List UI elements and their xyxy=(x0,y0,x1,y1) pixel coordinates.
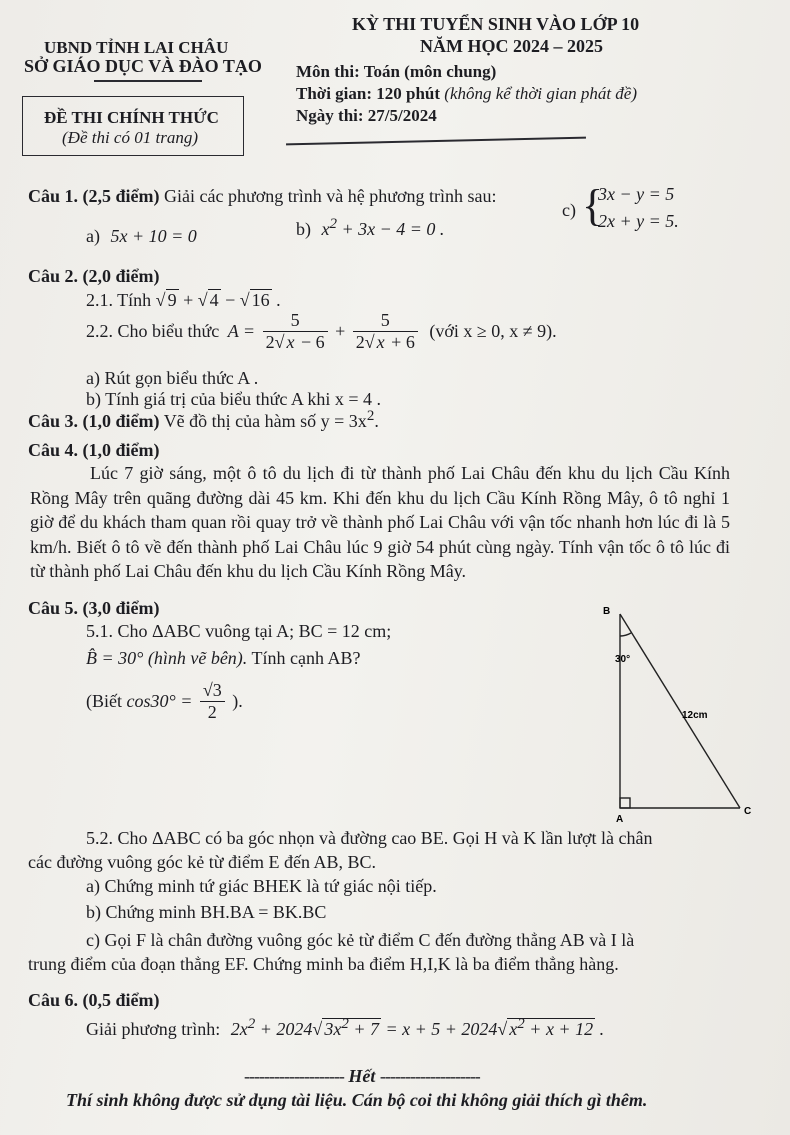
q6-prefix: Giải phương trình: xyxy=(86,1019,221,1039)
exam-subject: Môn thi: Toán (môn chung) xyxy=(296,62,497,81)
q5-figure-note: (hình vẽ bên). xyxy=(147,648,248,668)
q2-frac1-num: 5 xyxy=(263,310,328,332)
q1-a-label: a) xyxy=(86,226,100,246)
q5-hint-end: ). xyxy=(232,691,243,712)
label-c: C xyxy=(744,806,752,817)
q3-sup: 2 xyxy=(366,408,375,424)
q1-c-line2: 2x + y = 5. xyxy=(598,211,679,231)
department-name: UBND TỈNH LAI CHÂU xyxy=(44,38,229,57)
angle-30: 30° xyxy=(615,654,631,665)
q2-fraction-1 xyxy=(263,310,328,353)
q5-hint xyxy=(86,680,243,723)
q4-body: Lúc 7 giờ sáng, một ô tô du lịch đi từ thành phố Lai Châu đến khu du lịch Cầu Kính Rồng Mây trên quãng đường dài 45 km. Khi đến khu du lịch Cầu Kính Rồng Mây, ô tô nghỉ 1 giờ để du khách tham quan rồi quay trở về thành phố Lai Châu với vận tốc nhanh hơn lúc đi là 5 km/h. Biết ô tô về đến thành phố Lai Châu lúc 9 giờ 54 phút cùng ngày. Tính vận tốc ô tô lúc đi từ thành phố Lai Châu đến khu du lịch Cầu Kính Rồng Mây. xyxy=(30,463,730,581)
exam-time-note: (không kể thời gian phát đề) xyxy=(444,84,638,103)
q5-p2-line2: các đường vuông góc kẻ từ điểm E đến AB, BC. xyxy=(28,852,376,872)
q2-frac1-den: 2√ x − 6 xyxy=(265,331,325,352)
q3-text: Vẽ đồ thị của hàm số y = 3x xyxy=(163,411,367,431)
q1-b-rest: + 3x − 4 = 0 . xyxy=(337,219,445,239)
q1-c-line1: 3x − y = 5 xyxy=(598,184,675,204)
exam-time-label: Thời gian: 120 phút xyxy=(296,84,441,103)
q5-hint-den: 2 xyxy=(207,701,217,722)
q2-title: Câu 2. (2,0 điểm) xyxy=(28,266,160,286)
q1-b-x: x xyxy=(321,219,330,239)
q5-question: Tính cạnh AB? xyxy=(251,648,361,668)
agency-underline xyxy=(94,80,202,82)
q2-part-a: a) Rút gọn biểu thức A . xyxy=(86,368,259,388)
q2-sqrt9: 9 xyxy=(167,290,177,310)
triangle-figure xyxy=(590,598,780,828)
right-angle-mark xyxy=(620,798,630,808)
q5-p1-line1: 5.1. Cho ΔABC vuông tại A; BC = 12 cm; xyxy=(86,621,392,641)
end-mark: -------------------- Hết -------------------- xyxy=(244,1066,480,1086)
q5-p1-line2 xyxy=(86,648,360,669)
exam-title: KỲ THI TUYỂN SINH VÀO LỚP 10 xyxy=(352,14,640,34)
label-a: A xyxy=(616,814,624,825)
q1-b-equation xyxy=(321,216,445,239)
label-b: B xyxy=(603,606,611,617)
q4-title: Câu 4. (1,0 điểm) xyxy=(28,440,160,460)
exam-date: Ngày thi: 27/5/2024 xyxy=(296,106,437,125)
official-label: ĐỀ THI CHÍNH THỨC xyxy=(44,108,219,127)
agency-name: SỞ GIÁO DỤC VÀ ĐÀO TẠO xyxy=(24,56,262,76)
q1-intro: Giải các phương trình và hệ phương trình sau: xyxy=(164,186,497,206)
exam-time xyxy=(296,84,637,104)
q6-title: Câu 6. (0,5 điểm) xyxy=(28,990,160,1010)
q2-p2-prefix: 2.2. Cho biểu thức xyxy=(86,321,220,342)
q6-equation xyxy=(86,1016,604,1040)
q2-sqrt16: 16 xyxy=(251,290,270,310)
q5-p2-a: a) Chứng minh tứ giác BHEK là tứ giác nội tiếp. xyxy=(86,876,437,896)
page-count: (Đề thi có 01 trang) xyxy=(62,128,198,147)
side-label-12cm: 12cm xyxy=(682,710,708,721)
q1-c-label: c) xyxy=(562,200,576,220)
side-bc xyxy=(620,614,740,808)
q2-frac2-den: 2√ x + 6 xyxy=(355,331,415,352)
q5-p2-b: b) Chứng minh BH.BA = BK.BC xyxy=(86,902,327,922)
q2-frac2-num: 5 xyxy=(353,310,418,332)
q1-title: Câu 1. (2,5 điểm) xyxy=(28,186,160,206)
q1-part-b xyxy=(296,216,444,240)
q2-part1: 2.1. Tính √ 9 + √ 4 − √ 16 . xyxy=(86,290,281,310)
q1-part-a xyxy=(86,226,197,247)
q1-c-brace: { xyxy=(582,181,604,230)
q5-p2-line1: 5.2. Cho ΔABC có ba góc nhọn và đường cao BE. Gọi H và K lần lượt là chân xyxy=(86,828,653,848)
q1-a-equation: 5x + 10 = 0 xyxy=(110,226,197,246)
q2-p1-prefix: 2.1. Tính xyxy=(86,290,152,310)
q5-hint-cos: cos30° = xyxy=(126,691,193,712)
q6-formula: $2x^2 + 2024√$ $3x^2 + 7 = x + 5 + 2024√$ $x^2 + x + 12$ . xyxy=(230,1016,605,1039)
q2-sqrt4: 4 xyxy=(209,290,219,310)
angle-arc xyxy=(620,633,631,636)
q5-hint-fraction xyxy=(200,680,225,723)
q1-b-sup: 2 xyxy=(329,216,337,232)
q2-fraction-2 xyxy=(353,310,418,353)
header-right-rule xyxy=(286,137,586,145)
q5-hint-prefix: (Biết xyxy=(86,691,122,712)
footer-note: Thí sinh không được sử dụng tài liệu. Cán bộ coi thi không giải thích gì thêm. xyxy=(66,1090,648,1110)
q2-condition: (với x ≥ 0, x ≠ 9). xyxy=(429,321,557,342)
q5-p2-c-line1: c) Gọi F là chân đường vuông góc kẻ từ điểm C đến đường thẳng AB và I là xyxy=(86,930,635,950)
q5-title: Câu 5. (3,0 điểm) xyxy=(28,598,160,618)
q3: Câu 3. (1,0 điểm) Vẽ đồ thị của hàm số $y = 3x^2$. xyxy=(28,408,379,431)
q3-title: Câu 3. (1,0 điểm) xyxy=(28,411,160,431)
school-year: NĂM HỌC 2024 – 2025 xyxy=(420,36,603,56)
end-mark-text: Hết xyxy=(348,1066,376,1086)
q1-heading xyxy=(28,186,496,207)
q2-part-b: b) Tính giá trị của biểu thức A khi x = 4 . xyxy=(86,389,382,409)
q2-part2: 2.2. Cho biểu thức A = $\frac{5}{2√ x - 6}$ + $\frac{5}{2√ x + 6}$ (với x ≥ 0, x ≠ 9). xyxy=(86,310,557,352)
q5-p2-c-line2: trung điểm của đoạn thẳng EF. Chứng minh ba điểm H,I,K là ba điểm thẳng hàng. xyxy=(28,954,619,974)
q5-hint-num: √3 xyxy=(200,680,225,702)
q2-lhs: A = xyxy=(227,321,256,342)
q5-angle: B̂ = 30° xyxy=(86,648,144,668)
q1-b-label: b) xyxy=(296,219,311,239)
